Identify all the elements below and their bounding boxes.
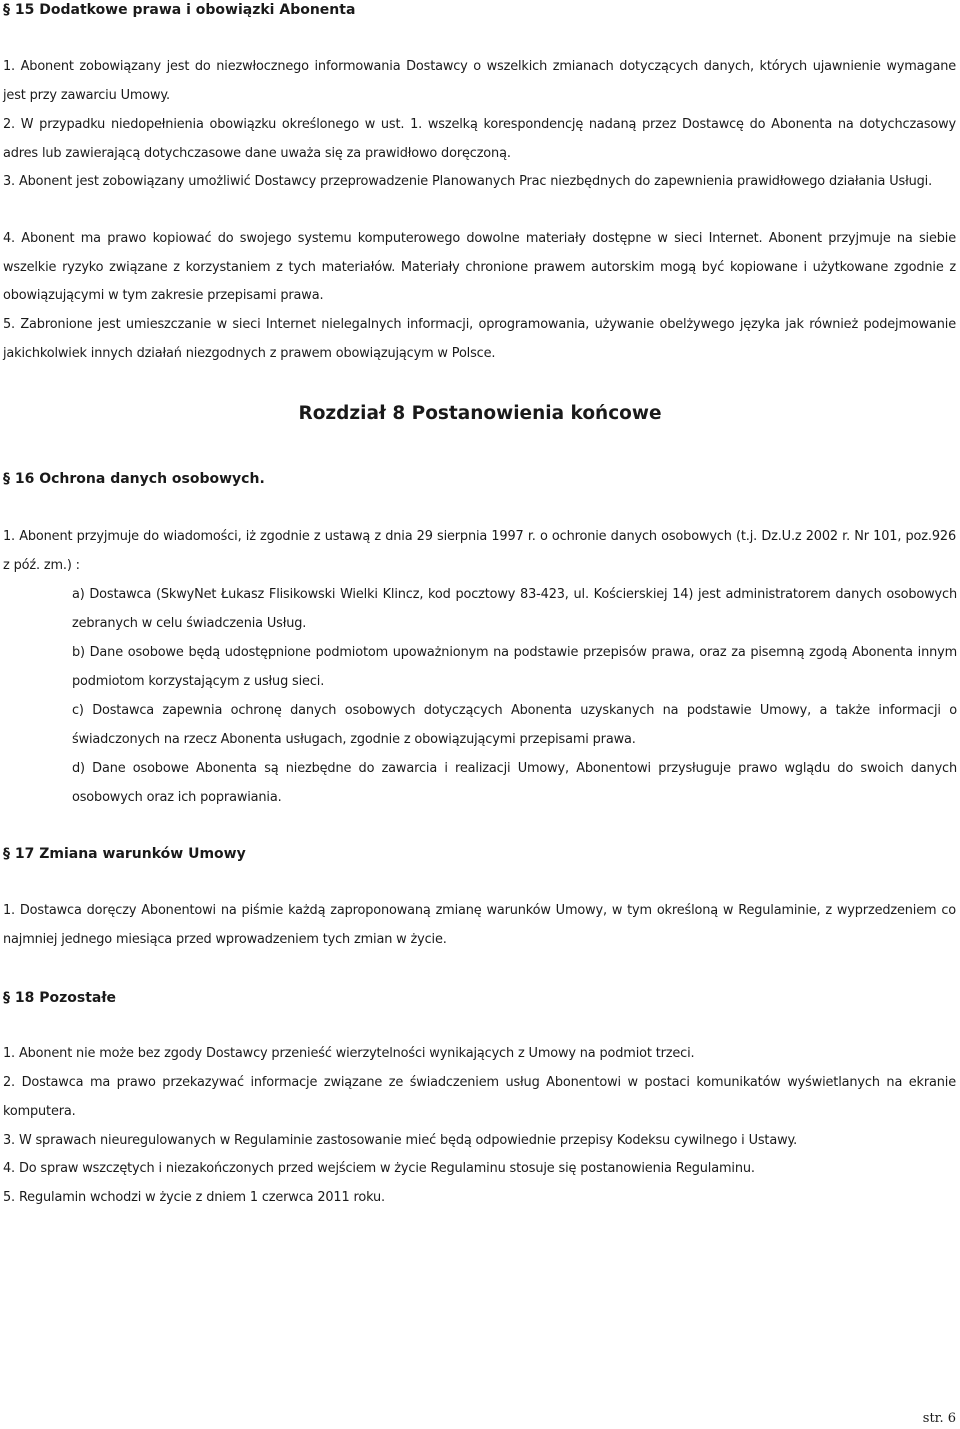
section-17-heading: § 17 Zmiana warunków Umowy [3,846,246,862]
section-15-paragraph-2: 2. W przypadku niedopełnienia obowiązku określonego w ust. 1. wszelką korespondencję nadaną przez Dostawcę do Abonenta na dotychczasowy adres lub zawierającą dotychczasowe dane uważa się za prawidłowo doręczoną. [3,117,956,161]
section-16-item-a: a) Dostawca (SkwyNet Łukasz Flisikowski Wielki Klincz, kod pocztowy 83-423, ul. Kościerskiej 14) jest administratorem danych osobowych zebranych w celu świadczenia Usług. [72,587,957,631]
section-16-heading: § 16 Ochrona danych osobowych. [3,471,265,487]
section-18-heading: § 18 Pozostałe [3,990,117,1006]
section-15-paragraph-1: 1. Abonent zobowiązany jest do niezwłocznego informowania Dostawcy o wszelkich zmianach dotyczących danych, których ujawnienie wymagane jest przy zawarciu Umowy. [3,59,956,103]
section-15-paragraph-4: 4. Abonent ma prawo kopiować do swojego systemu komputerowego dowolne materiały dostępne w sieci Internet. Abonent przyjmuje na siebie wszelkie ryzyko związane z korzystaniem z tych materiałów. Materiały chronione prawem autorskim mogą być kopiowane i użytkowane zgodnie z obowiązującymi w tym zakresie przepisami prawa. [3,231,956,303]
section-15-heading: § 15 Dodatkowe prawa i obowiązki Abonenta [3,2,356,18]
section-15-paragraph-5: 5. Zabronione jest umieszczanie w sieci Internet nielegalnych informacji, oprogramowania, używanie obelżywego języka jak również podejmowanie jakichkolwiek innych działań niezgodnych z prawem obowiązującym w Polsce. [3,317,956,361]
section-16-paragraph-1: 1. Abonent przyjmuje do wiadomości, iż zgodnie z ustawą z dnia 29 sierpnia 1997 r. o ochronie danych osobowych (t.j. Dz.U.z 2002 r. Nr 101, poz.926 z póź. zm.) : [3,529,956,573]
section-18-paragraph-1: 1. Abonent nie może bez zgody Dostawcy przenieść wierzytelności wynikających z Umowy na podmiot trzeci. [3,1046,695,1061]
chapter-title-text: Rozdział 8 Postanowienia końcowe [298,403,662,424]
section-16-item-d: d) Dane osobowe Abonenta są niezbędne do zawarcia i realizacji Umowy, Abonentowi przysługuje prawo wglądu do swoich danych osobowych oraz ich poprawiania. [72,761,957,805]
section-18-paragraph-5: 5. Regulamin wchodzi w życie z dniem 1 czerwca 2011 roku. [3,1190,385,1205]
section-18-paragraph-3: 3. W sprawach nieuregulowanych w Regulaminie zastosowanie mieć będą odpowiednie przepisy Kodeksu cywilnego i Ustawy. [3,1133,798,1148]
chapter-title [0,402,960,426]
section-16-item-c: c) Dostawca zapewnia ochronę danych osobowych dotyczących Abonenta uzyskanych na podstawie Umowy, a także informacji o świadczonych na rzecz Abonenta usługach, zgodnie z obowiązującymi przepisami prawa. [72,703,957,747]
section-16-item-b: b) Dane osobowe będą udostępnione podmiotom upoważnionym na podstawie przepisów prawa, oraz za pisemną zgodą Abonenta innym podmiotom korzystającym z usług sieci. [72,645,957,689]
page-number: str. 6 [922,1411,956,1426]
section-17-paragraph-1: 1. Dostawca doręczy Abonentowi na piśmie każdą zaproponowaną zmianę warunków Umowy, w tym określoną w Regulaminie, z wyprzedzeniem co najmniej jednego miesiąca przed wprowadzeniem tych zmian w życie. [3,903,956,947]
section-15-paragraph-3: 3. Abonent jest zobowiązany umożliwić Dostawcy przeprowadzenie Planowanych Prac niezbędnych do zapewnienia prawidłowego działania Usługi. [3,174,933,189]
section-18-paragraph-2: 2. Dostawca ma prawo przekazywać informacje związane ze świadczeniem usług Abonentowi w postaci komunikatów wyświetlanych na ekranie komputera. [3,1075,956,1119]
section-18-paragraph-4: 4. Do spraw wszczętych i niezakończonych przed wejściem w życie Regulaminu stosuje się postanowienia Regulaminu. [3,1161,755,1176]
